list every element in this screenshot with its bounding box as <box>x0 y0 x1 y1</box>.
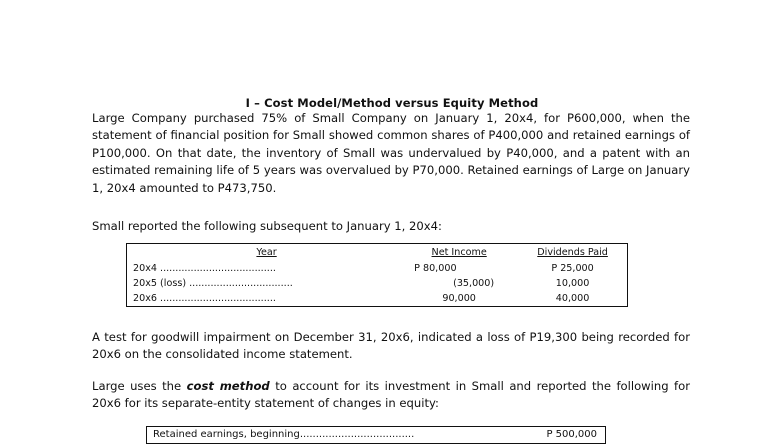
equity-statement-box <box>146 426 606 444</box>
year-cell: 20x4 ...................................... <box>133 262 276 274</box>
impairment-paragraph: A test for goodwill impairment on December 31, 20x6, indicated a loss of P19,300 being recorded for 20x6 on the consolidated income statement. <box>92 330 690 362</box>
table-intro-text: Small reported the following subsequent to January 1, 20x4: <box>92 219 442 233</box>
net-income-cell: 90,000 <box>442 292 476 304</box>
cost-method-paragraph <box>92 378 690 413</box>
year-column-header: Year <box>256 246 277 258</box>
retained-earnings-value: P 500,000 <box>546 429 597 440</box>
dividends-column-header: Dividends Paid <box>537 246 608 258</box>
income-dividends-table <box>126 243 628 307</box>
net-income-column-header: Net Income <box>431 246 487 258</box>
dividends-cell: 40,000 <box>555 292 590 304</box>
retained-earnings-label: Retained earnings, beginning.................................... <box>153 429 415 440</box>
dividends-cell: 10,000 <box>555 277 590 289</box>
table-row <box>127 291 628 307</box>
year-cell: 20x6 ...................................... <box>133 292 276 304</box>
table-row <box>127 276 628 291</box>
section-title: I – Cost Model/Method versus Equity Method <box>245 96 539 110</box>
problem-paragraph: Large Company purchased 75% of Small Company on January 1, 20x4, for P600,000, when the statement of financial position for Small showed common shares of P400,000 and retained earnings of P100,000. On that date, the inventory of Small was undervalued by P40,000, and a patent with an estimated remaining life of 5 years was overvalued by P70,000. Retained earnings of Large on January 1, 20x4 amounted to P473,750. <box>92 111 690 195</box>
cost-method-text-after: to account for its investment in Small and reported the following for 20x6 for its separate-entity statement of changes in equity: <box>92 379 690 411</box>
table-header-row <box>127 244 628 261</box>
dividends-cell: P 25,000 <box>551 262 594 274</box>
year-cell: 20x5 (loss) .................................. <box>133 277 293 289</box>
table-row <box>127 261 628 276</box>
cost-method-text-before: Large uses the <box>92 379 187 393</box>
net-income-cell: P 80,000 <box>414 262 457 274</box>
cost-method-emphasis: cost method <box>186 379 270 393</box>
net-income-cell: (35,000) <box>453 277 495 289</box>
